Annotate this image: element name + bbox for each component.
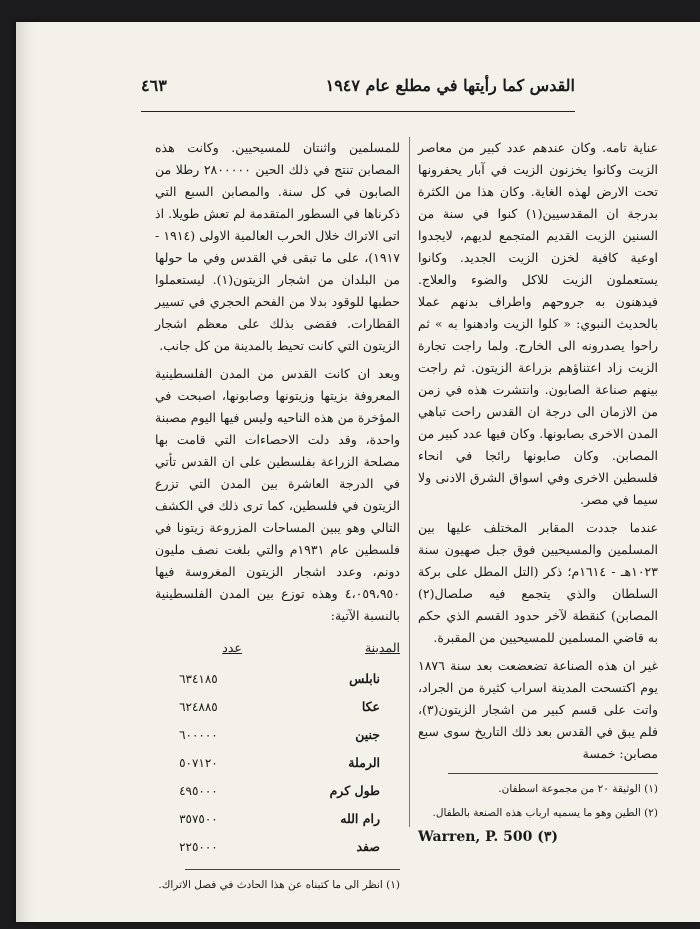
table-row — [155, 693, 400, 721]
paragraph: غير ان هذه الصناعة تضعضعت بعد سنة ١٨٧٦ يوم اكتسحت المدينة اسراب كثيرة من الجراد، واتت على قسم كبير من اشجار الزيتون(٣)، فلم يبق في القدس بعد ذلك التاريخ سوى سبع مصابن: خمسة — [418, 658, 658, 761]
table-header-row — [155, 633, 400, 665]
city-cell: الرملة — [348, 755, 380, 770]
footnote-rule — [448, 773, 658, 774]
count-cell: ٦٠٠٠٠٠ — [179, 728, 218, 742]
left-column — [155, 137, 400, 900]
count-cell: ٣٥٧٥٠٠ — [179, 812, 218, 826]
page-header — [141, 76, 575, 116]
page-edge — [16, 22, 38, 922]
header-rule — [141, 111, 575, 112]
paragraph: وبعد ان كانت القدس من المدن الفلسطينية المعروفة بزيتها وزيتونها وصابونها، اصبحت في المؤخرة من هذه الناحيه وليس فيها اليوم مصبنة واحدة، وقد دلت الاحصاءات التي قامت بها مصلحة الزراعة بفلسطين على ان القدس تأتي في الدرجة العاشرة بين المدن التي تزرع الزيتون في فلسطين، كما ترى ذلك في الكشف التالي وهو يبين المساحات المزروعة زيتونا في فلسطين عام ١٩٣١م والتي بلغت نصف مليون دونم، وعدد اشجار الزيتون المغروسة فيها ٤،٠٥٩،٩٥٠ وهذه توزع بين المدن الفلسطينية بالنسبة الآتية: — [155, 366, 400, 623]
footnote-latin-text: Warren, P. 500 — [418, 829, 533, 845]
paragraph: للمسلمين واثنتان للمسيحيين. وكانت هذه المصابن تنتج في ذلك الحين ٢٨٠٠٠٠٠ رطلا من الصابون في كل سنة. والمصابن السبع التي ذكرناها في السطور المتقدمة لم تعش طويلا. اذ اتى الاتراك خلال الحرب العالمية الاولى (١٩١٤ - ١٩١٧)، على ما تبقى في القدس وفي ما حولها من البلدان من اشجار الزيتون(١). ليستعملوا حطبها للوقود بدلا من الفحم الحجري في تسيير القطارات. فقضى بذلك على معظم اشجار الزيتون التي كانت تحيط بالمدينة من كل جانب. — [155, 140, 401, 353]
city-cell: رام الله — [340, 811, 380, 826]
count-cell: ٤٩٥٠٠٠ — [179, 784, 218, 798]
book-page — [16, 22, 700, 922]
footnote: (٢) الطين وهو ما يسميه ارباب هذه الصنعة بالطفال. — [432, 807, 658, 819]
count-cell: ٦٢٤٨٨٥ — [179, 700, 218, 714]
city-cell: نابلس — [349, 671, 380, 686]
count-header: عدد — [222, 640, 242, 655]
table-row — [155, 665, 400, 693]
running-title: القدس كما رأيتها في مطلع عام ١٩٤٧ — [325, 76, 575, 95]
count-cell: ٥٠٧١٢٠ — [179, 756, 218, 770]
column-divider — [409, 137, 410, 827]
footnote: (١) الوثيقة ٢٠ من مجموعة اسطفان. — [498, 783, 658, 795]
table-row — [155, 749, 400, 777]
page-number: ٤٦٣ — [141, 76, 167, 95]
paragraph: عناية تامه. وكان عندهم عدد كبير من معاصر الزيت وكانوا يخزنون الزيت في آبار يحفرونها تحت الارض لهذه الغاية. وكان هذا من الكثرة بدرجة ان المقدسيين(١) كنوا في سنة من السنين الزيت القديم المتجمع لديهم، لايجدوا اوعية كافية لخزن الزيت الجديد. وكانوا يستعملون الزيت للاكل والضوء والعلاج. فيدهنون به جروحهم واطراف بدنهم عملا بالحديث النبوي: « كلوا الزيت وادهنوا به » ثم راحوا يصدرونه الى الخارج. ولما راجت تجارة الزيت زاد اعتناؤهم بزراعة الزيتون. ثم راجت بينهم صناعة الصابون. وانتشرت هذه في زمن من الازمان الى درجة ان القدس راحت تباهي المدن الاخرى بصابونها. وكان فيها عدد كبير من المصابن. وكان صابونها رائجا في انحاء فلسطين الاخرى وفي اسواق الشرق الادنى ولا سيما في مصر. — [418, 140, 658, 507]
city-cell: عكا — [361, 699, 380, 714]
city-header: المدينة — [364, 640, 400, 655]
olive-distribution-table — [155, 633, 400, 861]
city-cell: صفد — [356, 839, 380, 854]
footnote-rule — [185, 869, 400, 870]
table-row — [155, 721, 400, 749]
footnote-latin-ref: (٣) — [537, 829, 559, 845]
city-cell: طول كرم — [329, 783, 380, 798]
footnote: (١) انظر الى ما كتبناه عن هذا الحادث في فصل الاتراك. — [158, 879, 400, 891]
paragraph: عندما جددت المقابر المختلف عليها بين المسلمين والمسيحيين فوق جبل صهيون سنة ١٠٢٣هـ - ١٦١٤م؛ ذكر (التل المطل على بركة السلطان والذي يتجمع فيه صلصال(٢) المصابن) كنقطة لآخر حدود القسم الذي حكم به قاضي المسلمين للمسيحيين من المقبرة. — [418, 520, 658, 645]
footnote-latin — [418, 828, 658, 846]
table-row — [155, 833, 400, 861]
table-row — [155, 777, 400, 805]
count-cell: ٦٣٤١٨٥ — [179, 672, 218, 686]
count-cell: ٢٢٥٠٠٠ — [179, 840, 218, 854]
city-cell: جنين — [355, 727, 380, 742]
right-column — [418, 137, 658, 852]
table-row — [155, 805, 400, 833]
